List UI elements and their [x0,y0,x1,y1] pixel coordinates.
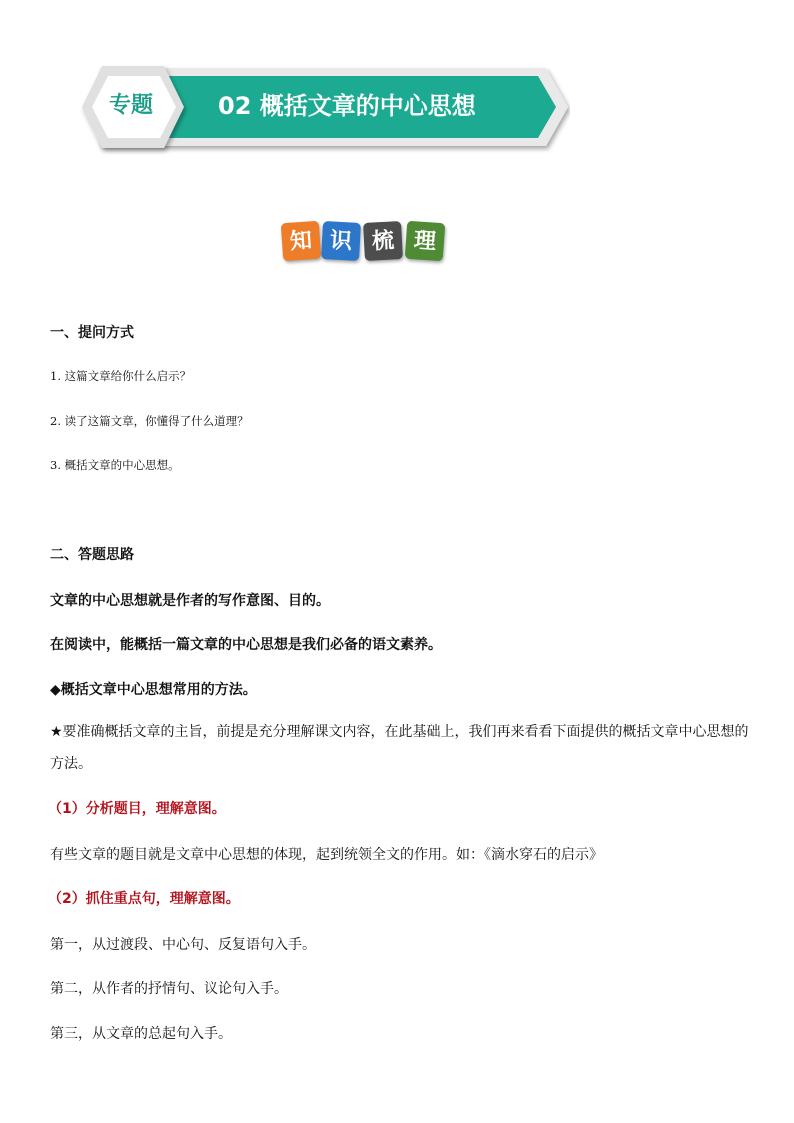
method2-item: 第二，从作者的抒情句、议论句入手。 [50,981,288,997]
tile-li: 理 [405,221,446,262]
paragraph-premise: ★要准确概括文章的主旨，前提是充分理解课文内容，在此基础上，我们再来看看下面提供的概括文章中心思想的方法。 [50,724,749,772]
question-item: 1. 这篇文章给你什么启示？ [50,369,192,383]
paragraph-definition: 文章的中心思想就是作者的写作意图、目的。 [50,593,330,609]
method1-text: 有些文章的题目就是文章中心思想的体现，起到统领全文的作用。如：《滴水穿石的启示》 [50,847,603,863]
paragraph-literacy: 在阅读中，能概括一篇文章的中心思想是我们必备的语文素养。 [50,637,442,653]
section1-heading: 一、提问方式 [50,325,134,341]
method2-item: 第三，从文章的总起句入手。 [50,1026,232,1042]
methods-heading: ◆概括文章中心思想常用的方法。 [50,682,257,698]
tile-shu: 梳 [363,221,403,261]
tile-shi: 识 [321,221,361,261]
method2-title: （2）抓住重点句，理解意图。 [48,891,240,907]
banner-tag: 专题 [108,93,153,118]
banner-title: 02 概括文章的中心思想 [218,92,476,120]
method1-title: （1）分析题目，理解意图。 [48,801,226,817]
question-item: 2. 读了这篇文章，你懂得了什么道理？ [50,414,249,428]
method2-item: 第一，从过渡段、中心句、反复语句入手。 [50,937,316,953]
section2-heading: 二、答题思路 [50,547,134,563]
question-item: 3. 概括文章的中心思想。 [50,458,180,472]
tile-zhi: 知 [281,221,322,262]
